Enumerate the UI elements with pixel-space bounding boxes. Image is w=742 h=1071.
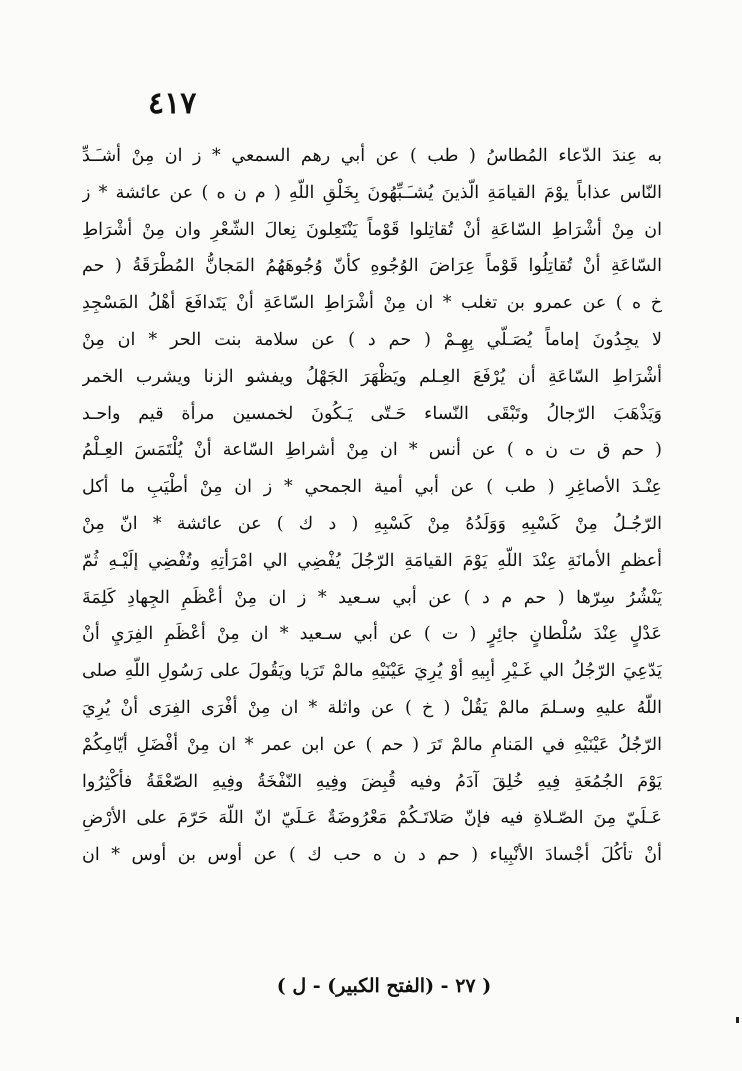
text-line: لا يجِدُونَ إماماً يُصَـلّي بِهِـمْ ( حم د ) عن سلامة بنت الحر * ان مِنْ — [82, 329, 662, 350]
text-line: يَوْمَ الجُمُعَةِ فِيهِ خُلِقَ آدَمُ وفيه قُبِضَ وفِيهِ النّفْخَةُ وفِيهِ الصّعْقَةُ فأكْثِرُوا — [82, 771, 662, 792]
text-line: الرّجُـلُ مِنْ كَسْبِهِ وَوَلَدُهُ مِنْ كَسْبِهِ ( د ك ) عن عائشة * انّ مِنْ — [82, 513, 662, 534]
page-number: ٤١٧ — [148, 86, 197, 121]
text-line: عَـلَيّ مِنَ الصّـلاةِ فيه فإنّ صَلاتَـكُمْ مَعْرُوضَةٌ عَـلَيّ انّ اللّهَ حَرّمَ على الأرْضِ — [82, 808, 662, 829]
text-line: اللّهُ عليهِ وسـلمَ مالمْ يَقُلْ ( خ ) عن واثلة * ان مِنْ أفْرَى الفِرَى أنْ يُرِيَ — [82, 697, 662, 718]
text-line: أنْ تأكُلَ أجْسادَ الأنْبِياء ( حم د ن ه حب ك ) عن أوس بن أوس * ان — [82, 845, 662, 866]
text-line: السّاعَةِ أنْ تُقاتِلُوا قَوْماً عِرَاضَ الوُجُوهِ كأنّ وُجُوهَهُمُ المَجانُّ المُطْرَقَةُ ( حم — [82, 256, 662, 277]
text-line: وَيَذْهَبَ الرّجالُ وتَبْقَى النّساء حَـتّى يَـكُونَ لخمسين مرأة قيم واحـد — [82, 403, 662, 424]
text-line: النّاس عذاباً يوْمَ القيامَةِ الّذينَ يُشـَـبِّهُونَ بِخَلْقِ اللّهِ ( م ن ه ) عن عائشة * ز — [82, 182, 662, 203]
text-line: ( حم ق ت ن ه ) عن أنس * ان مِنْ أشراطِ السّاعة أنْ يُلْتَمَسَ العِـلْمُ — [82, 440, 662, 461]
text-line: يَنْشُرُ سِرّها ( حم م د ) عن أبي سـعيد * ز ان مِنْ أعْظَمِ الجِهادِ كَلِمَةَ — [82, 587, 662, 608]
text-line: أشْرَاطِ السّاعَةِ أن يُرْفَعَ العِـلم ويَظْهَرَ الجَهْلُ ويفشو الزنا ويشرب الخمر — [82, 366, 662, 387]
text-line: أعظمِ الأمانَةِ عِنْدَ اللّهِ يَوْمَ القيامَةِ الرّجُلَ يُفْضِي الي امْرَأتِهِ وتُفْضِي إلَيْـهِ ثُمّ — [82, 550, 662, 571]
page-edge-mark — [736, 1017, 739, 1023]
text-line: الرّجُلُ عَيْنَيْهِ في المَنامِ مالمْ تَرَ ( حم ) عن ابن عمر * ان مِنْ أفْضَلِ أيّامِكُمْ — [82, 734, 662, 755]
text-line: يَدّعِيَ الرّجُلُ الي غَـيْرِ أبِيهِ أوْ يُرِيَ عَيْنَيْهِ مالمْ تَرَيا ويَقُولَ على رَسُولِ اللّهِ صلى — [82, 661, 662, 682]
text-line: عِنْـدَ الأصاغِرِ ( طب ) عن أبي أمية الجمحي * ز ان مِنْ أطْيَبِ ما أكل — [82, 477, 662, 498]
signature-footer: ( ٢٧ - (الفتح الكبير) - ل ) — [276, 975, 492, 997]
text-line: عَدْلٍ عِنْدَ سُلْطانٍ جائِرٍ ( ت ) عن أبي سـعيد * ان مِنْ أعْظَمِ الفِرَيِ أنْ — [82, 624, 662, 645]
text-line: ان مِنْ أشْرَاطِ السّاعَةِ أنْ تُقاتِلوا قَوْماً يَنْتَعِلونَ نِعالَ الشّعْرِ وان مِنْ أشْرَاطِ — [82, 219, 662, 240]
text-line: به عِندَ الدّعاء المُطاسُ ( طب ) عن أبي رهم السمعي * ز ان مِنْ أشـَـدِّ — [82, 146, 662, 166]
text-line: خ ه ) عن عمرو بن تغلب * ان مِنْ أشْرَاطِ السّاعَةِ أنْ يَتَدافَعَ أهْلُ المَسْجِدِ — [82, 293, 662, 314]
text-body — [82, 138, 662, 874]
